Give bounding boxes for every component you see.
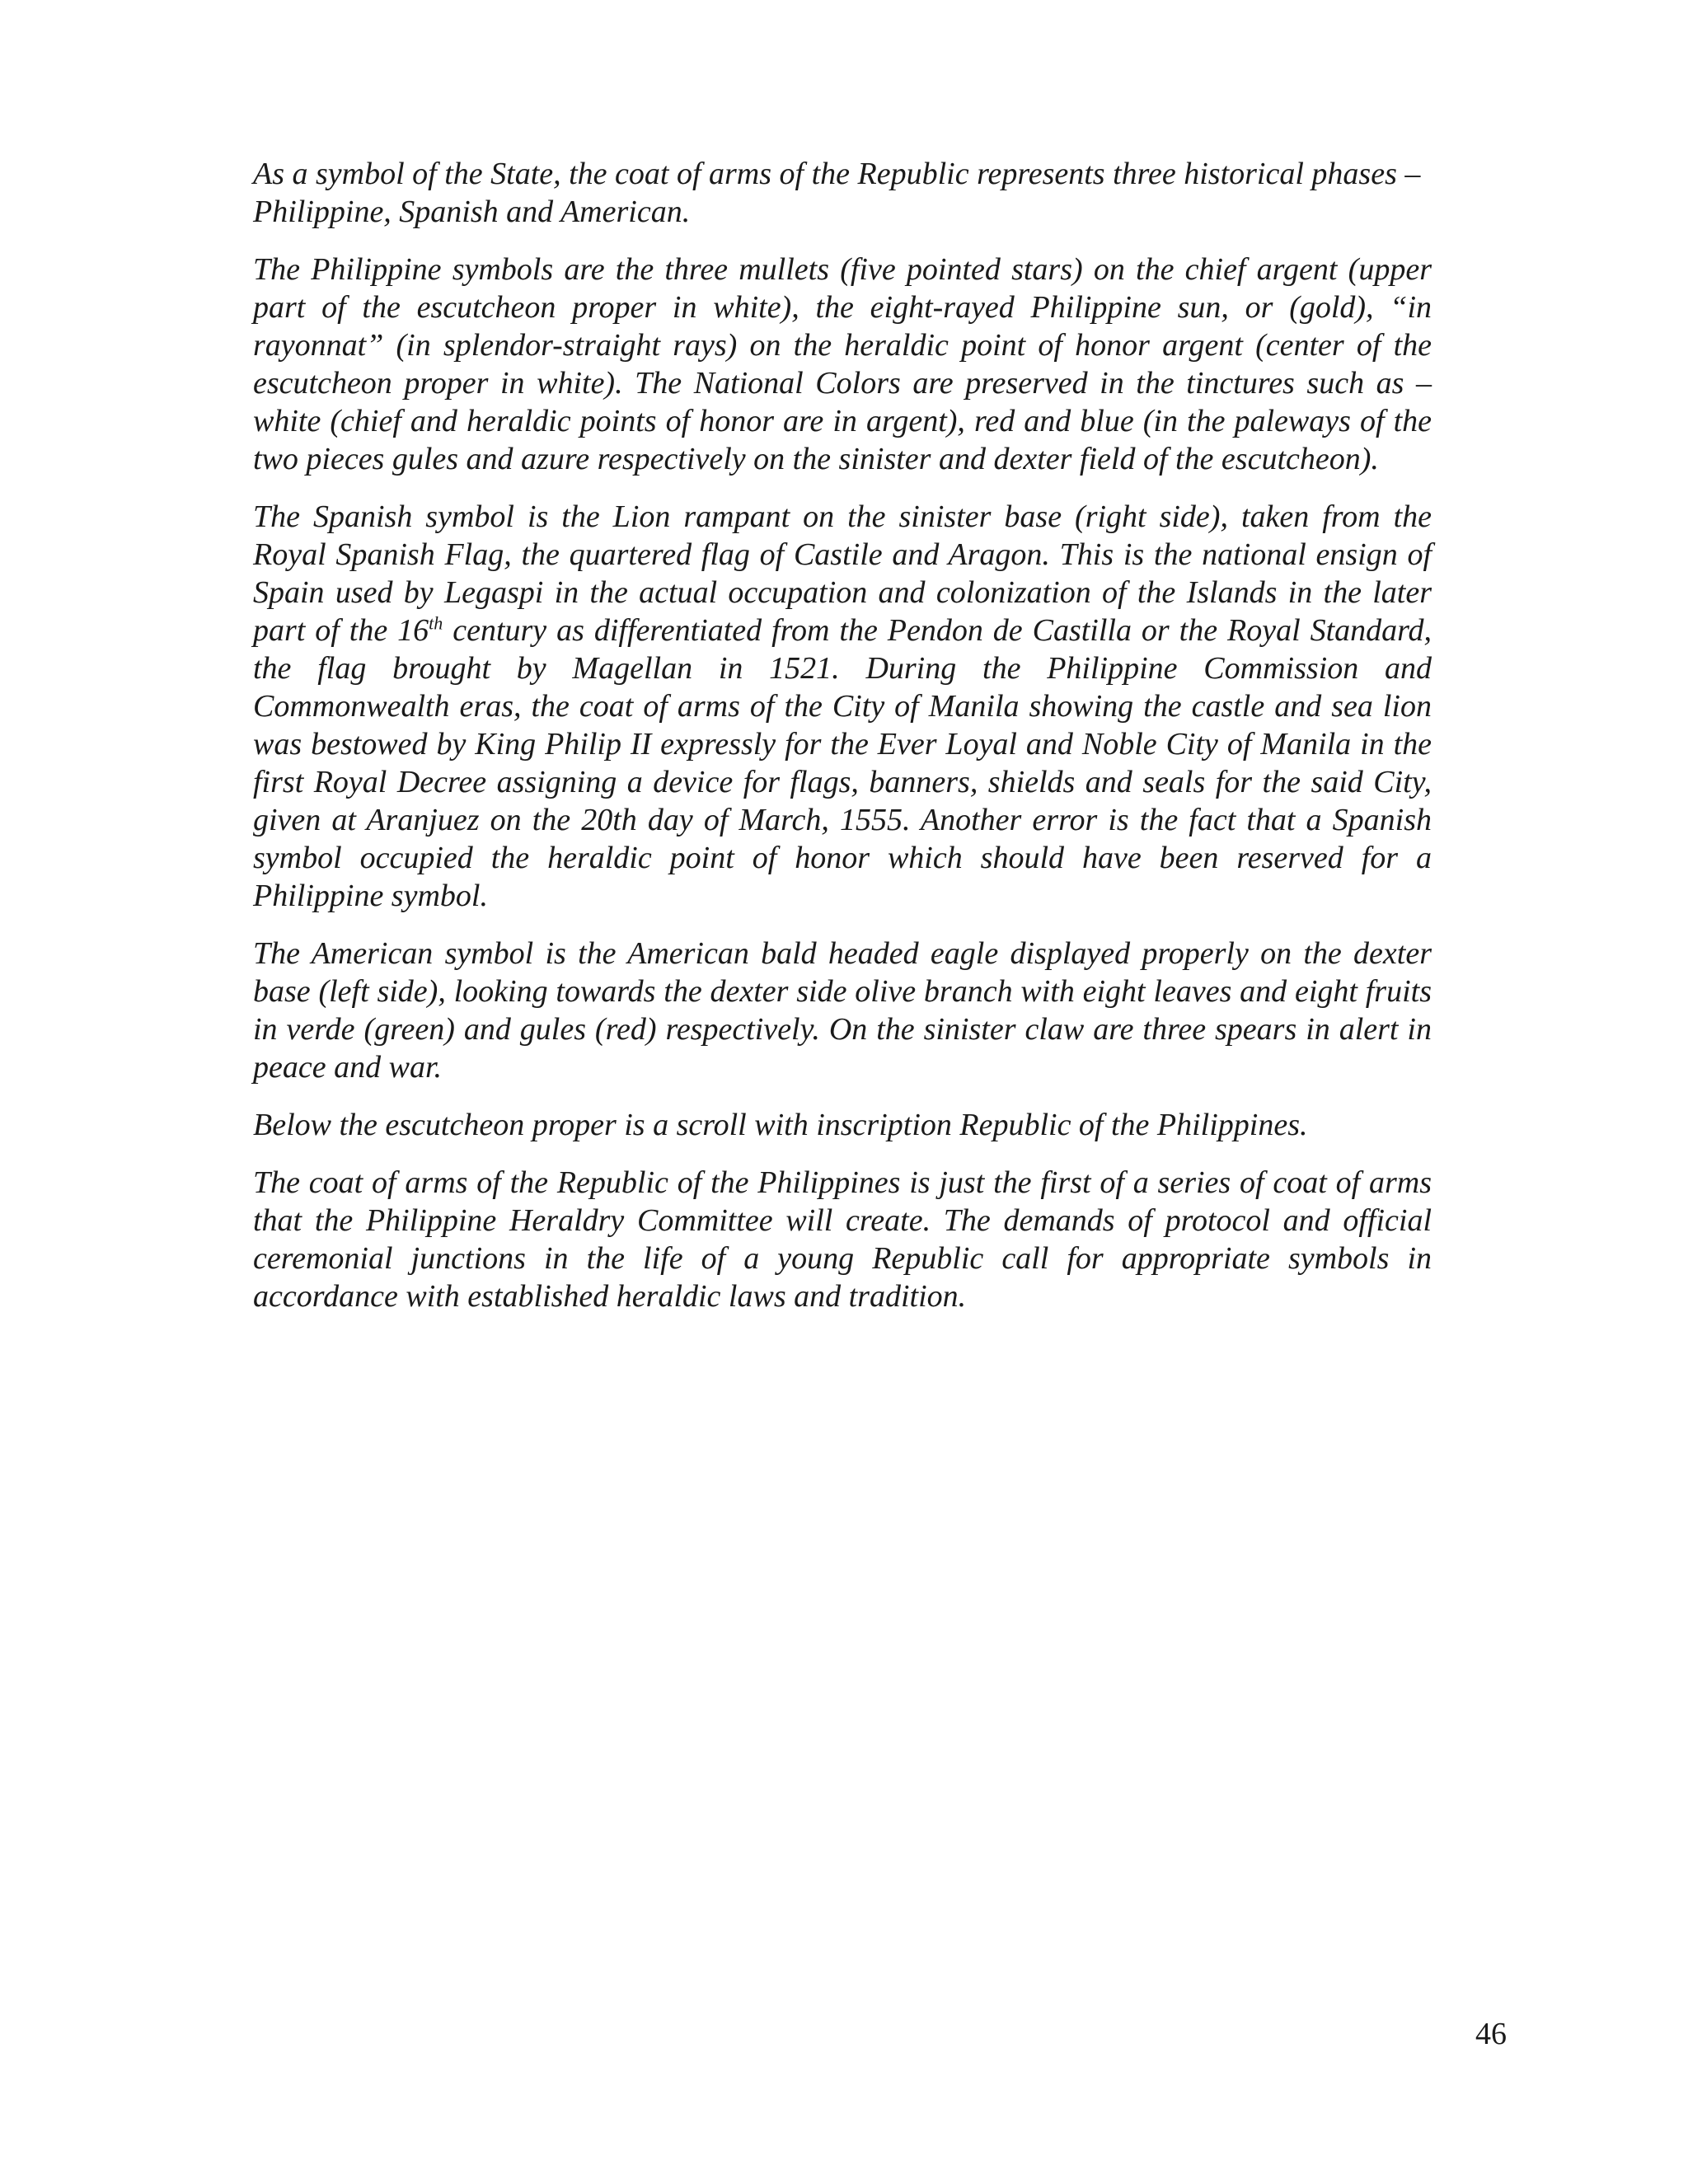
paragraph-spanish-text-part-1: The Spanish symbol is the Lion rampant on the sinister base (right side), taken from the Royal Spanish Flag, the quartered flag of Castile and Aragon. This is the national ensign of Spain used by Legaspi in the actual occupation and colonization of the Islands in the later part of the 16 [253, 499, 1432, 648]
paragraph-intro: As a symbol of the State, the coat of arms of the Republic represents three historical phases – Philippine, Spanish and American. [253, 157, 1421, 229]
page-number: 46 [1475, 2017, 1507, 2051]
paragraph-philippine-symbols: The Philippine symbols are the three mullets (five pointed stars) on the chief argent (upper part of the escutcheon proper in white), the eight-rayed Philippine sun, or (gold), “in rayonnat” (in splendor-straight rays) on the heraldic point of honor argent (center of the escutcheon proper in white). The National Colors are preserved in the tinctures such as – white (chief and heraldic points of honor are in argent), red and blue (in the paleways of the two pieces gules and azure respectively on the sinister and dexter field of the escutcheon). [253, 252, 1432, 476]
paragraph-spanish-symbol [253, 498, 1432, 915]
paragraph-spanish-text-part-2: century as differentiated from the Pendon de Castilla or the Royal Standard, the flag brought by Magellan in 1521. During the Philippine Commission and Commonwealth eras, the coat of arms of the City of Manila showing the castle and sea lion was bestowed by King Philip II expressly for the Ever Loyal and Noble City of Manila in the first Royal Decree assigning a device for flags, banners, shields and seals for the said City, given at Aranjuez on the 20th day of March, 1555. Another error is the fact that a Spanish symbol occupied the heraldic point of honor which should have been reserved for a Philippine symbol. [253, 613, 1432, 913]
paragraph-conclusion: The coat of arms of the Republic of the Philippines is just the first of a series of coat of arms that the Philippine Heraldry Committee will create. The demands of protocol and official ceremonial junctions in the life of a young Republic call for appropriate symbols in accordance with established heraldic laws and tradition. [253, 1165, 1432, 1314]
paragraph-american-symbol: The American symbol is the American bald headed eagle displayed properly on the dexter base (left side), looking towards the dexter side olive branch with eight leaves and eight fruits in verde (green) and gules (red) respectively. On the sinister claw are three spears in alert in peace and war. [253, 936, 1432, 1085]
superscript-ordinal: th [429, 612, 443, 634]
document-body [253, 155, 1432, 1335]
paragraph-scroll-inscription: Below the escutcheon proper is a scroll with inscription Republic of the Philippines. [253, 1108, 1308, 1142]
